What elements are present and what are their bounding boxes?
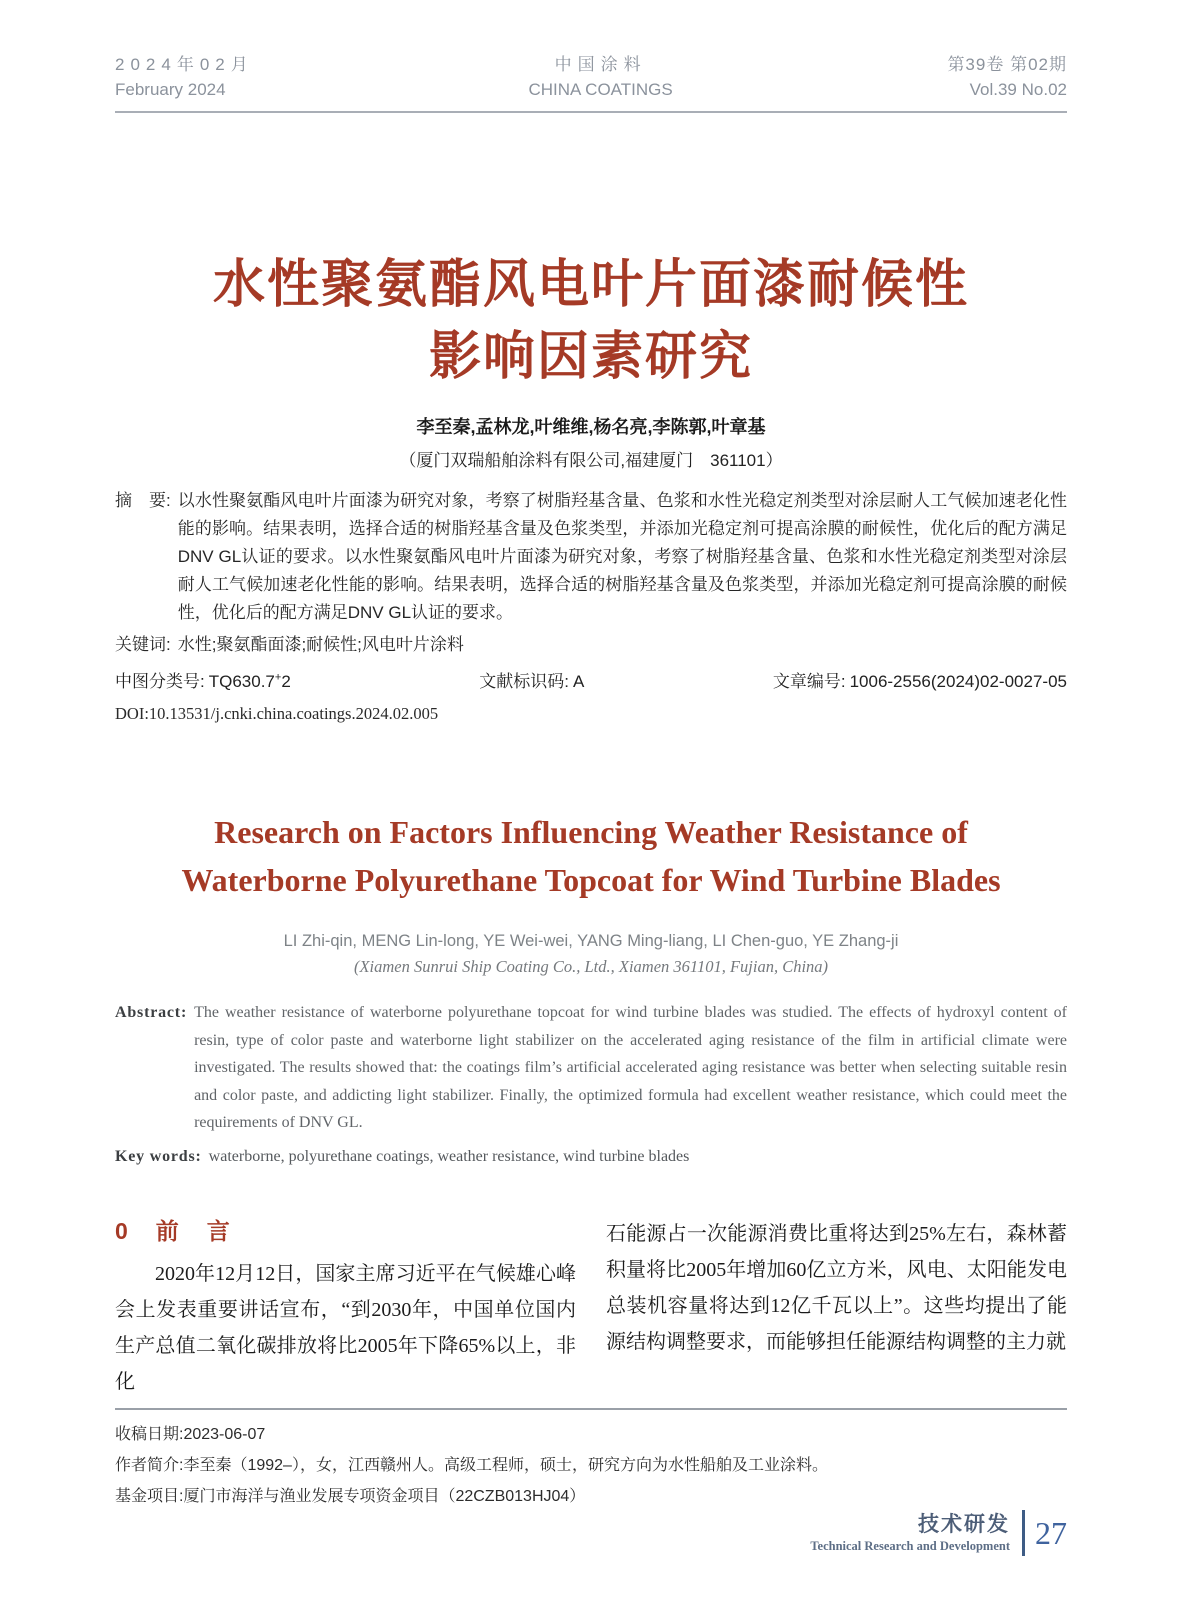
page-footer (810, 1510, 1067, 1556)
article-title-en-line2: Waterborne Polyurethane Topcoat for Wind Turbine Blades (181, 862, 1001, 898)
footnotes (115, 1410, 1067, 1512)
footnote-bio-value: 李至秦（1992–），女，江西赣州人。高级工程师，硕士，研究方向为水性船舶及工业涂料。 (183, 1456, 828, 1474)
page-number: 27 (1035, 1514, 1067, 1551)
document-code (479, 667, 584, 692)
section-0-number: 0 (115, 1217, 128, 1244)
body-columns (115, 1216, 1067, 1400)
abstract-cn (115, 487, 1067, 627)
abstract-en-text: The weather resistance of waterborne polyurethane topcoat for wind turbine blades was studied. The effects of hydroxyl content of resin, type of color paste and waterborne light stabilizer on the accelerated aging resistance of the film in artificial climate were investigated. The results showed that: the coatings film’s artificial accelerated aging resistance was better when selecting suitable resin and color paste, and addicting light stabilizer. Finally, the optimized formula had excellent weather resistance, which could meet the requirements of DNV GL. (194, 1004, 1067, 1131)
keywords-cn (115, 631, 1067, 659)
journal-running-head (115, 52, 1067, 113)
article-id-value: 1006-2556(2024)02-0027-05 (849, 672, 1067, 691)
journal-name-cn: 中国涂料 (554, 55, 647, 74)
footer-section-en: Technical Research and Development (810, 1538, 1010, 1553)
abstract-en (115, 999, 1067, 1137)
keywords-en-text: waterborne, polyurethane coatings, weather resistance, wind turbine blades (208, 1147, 690, 1165)
abstract-cn-text: 以水性聚氨酯风电叶片面漆为研究对象，考察了树脂羟基含量、色浆和水性光稳定剂类型对涂层耐人工气候加速老化性能的影响。结果表明，选择合适的树脂羟基含量及色浆类型，并添加光稳定剂可提高涂膜的耐候性，优化后的配方满足DNV GL认证的要求。以水性聚氨酯风电叶片面漆为研究对象，考察了树脂羟基含量、色浆和水性光稳定剂类型对涂层耐人工气候加速老化性能的影响。结果表明，选择合适的树脂羟基含量及色浆类型，并添加光稳定剂可提高涂膜的耐候性，优化后的配方满足DNV GL认证的要求。 (177, 491, 1067, 622)
keywords-en-label: Key words: (115, 1147, 202, 1165)
clc-label: 中图分类号: (115, 672, 205, 691)
section-0-paragraph-left: 2020年12月12日，国家主席习近平在气候雄心峰会上发表重要讲话宣布，“到2030年，中国单位国内生产总值二氧化碳排放将比2005年下降65%以上，非化 (115, 1262, 576, 1393)
affiliation-cn: （厦门双瑞船舶涂料有限公司,福建厦门 361101） (399, 451, 783, 470)
article-title-cn-line1: 水性聚氨酯风电叶片面漆耐候性 (212, 256, 969, 314)
issue-date-en: February 2024 (115, 80, 226, 99)
footnote-fund (115, 1481, 1067, 1512)
journal-name (528, 52, 672, 102)
article-title-en (115, 808, 1067, 904)
affiliation-en: (Xiamen Sunrui Ship Coating Co., Ltd., Xiamen 361101, Fujian, China) (353, 957, 829, 976)
abstract-cn-label: 摘 要: (115, 491, 171, 510)
document-code-value: A (573, 672, 585, 691)
footer-section (810, 1513, 1010, 1554)
footnote-received-value: 2023-06-07 (183, 1425, 266, 1443)
section-0-title: 前言 (155, 1217, 258, 1244)
volume-issue-en: Vol.39 No.02 (969, 80, 1067, 99)
issue-date-cn: 2024年02月 (115, 55, 254, 74)
article-title-cn-line2: 影响因素研究 (428, 328, 753, 386)
footer-divider-bar (1022, 1510, 1025, 1556)
footer-section-cn: 技术研发 (918, 1512, 1010, 1536)
document-code-label: 文献标识码: (479, 672, 570, 691)
issue-date (115, 52, 254, 102)
article-id-label: 文章编号: (772, 672, 846, 691)
abstract-en-label: Abstract: (115, 1004, 188, 1021)
keywords-en (115, 1143, 1067, 1170)
article-title-en-line1: Research on Factors Influencing Weather Resistance of (214, 814, 968, 850)
keywords-cn-text: 水性;聚氨酯面漆;耐候性;风电叶片涂料 (177, 635, 464, 654)
section-0-heading (115, 1216, 576, 1246)
doi: DOI:10.13531/j.cnki.china.coatings.2024.02.005 (115, 704, 439, 723)
journal-name-en: CHINA COATINGS (528, 80, 673, 99)
body-column-right (606, 1216, 1067, 1400)
footnote-fund-label: 基金项目: (115, 1487, 184, 1505)
footnote-bio-label: 作者简介: (115, 1456, 184, 1474)
classification-row (115, 667, 1067, 692)
volume-issue-cn: 第39卷 第02期 (947, 55, 1067, 74)
footnote-author-bio (115, 1450, 1067, 1481)
footnote-received-label: 收稿日期: (115, 1425, 184, 1443)
article-title-cn (115, 249, 1067, 393)
footnote-received (115, 1419, 1067, 1450)
body-column-left (115, 1216, 576, 1400)
volume-issue (947, 52, 1067, 102)
footnote-fund-value: 厦门市海洋与渔业发展专项资金项目（22CZB013HJ04） (183, 1487, 586, 1505)
section-0-paragraph-right: 石能源占一次能源消费比重将达到25%左右，森林蓄积量将比2005年增加60亿立方米，风电、太阳能发电总装机容量将达到12亿千瓦以上”。这些均提出了能源结构调整要求，而能够担任能源结构调整的主力就 (606, 1222, 1067, 1353)
authors-cn: 李至秦,孟林龙,叶维维,杨名亮,李陈郭,叶章基 (416, 417, 766, 437)
clc-value: TQ630.7 (208, 672, 275, 691)
clc-tail: 2 (281, 672, 291, 691)
clc-superscript: + (274, 671, 282, 684)
clc-number (115, 667, 291, 692)
authors-en: LI Zhi-qin, MENG Lin-long, YE Wei-wei, YANG Ming-liang, LI Chen-guo, YE Zhang-ji (283, 932, 899, 950)
keywords-cn-label: 关键词: (115, 635, 171, 654)
article-id (773, 667, 1067, 692)
